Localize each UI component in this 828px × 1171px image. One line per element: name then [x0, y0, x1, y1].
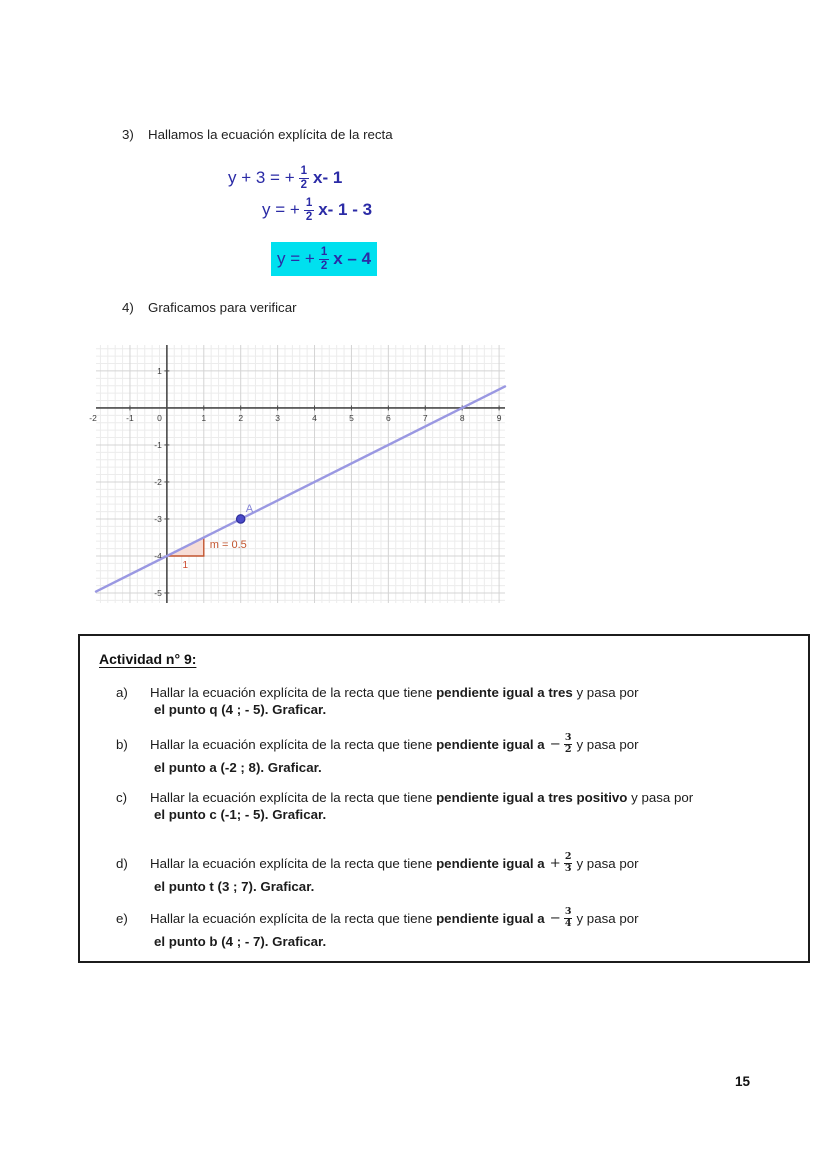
y-tick-label: -3	[154, 513, 162, 524]
item-d-pre: Hallar la ecuación explícita de la recta que tiene	[150, 855, 437, 871]
activity-item-b	[116, 729, 639, 775]
item-b-line2: el punto a (-2 ; 8). Graficar.	[154, 760, 322, 775]
run-length-label: 1	[182, 559, 189, 571]
y-tick-label: -2	[154, 476, 162, 487]
item-e-slope-fraction: $\frac{3}{4}$	[564, 906, 572, 929]
activity-item-e-line1	[116, 903, 639, 933]
x-tick-label: 8	[459, 412, 465, 423]
item-a-pre: Hallar la ecuación explícita de la recta que tiene	[150, 685, 437, 700]
equation-1-lhs: y + 3 = +	[228, 168, 295, 187]
step-4-title: Graficamos para verificar	[148, 300, 297, 315]
activity-item-a	[116, 684, 639, 717]
step-3-title: Hallamos la ecuación explícita de la recta	[148, 127, 393, 142]
item-a-line2: el punto q (4 ; - 5). Graficar.	[154, 702, 327, 717]
item-b-bold: pendiente igual a	[436, 736, 545, 752]
x-tick-label: 3	[275, 412, 280, 423]
equation-3-lhs: y = +	[277, 249, 315, 268]
activity-item-c-line1	[116, 789, 693, 806]
page-number: 15	[735, 1074, 751, 1089]
item-b-letter: b)	[116, 736, 128, 752]
item-d-line2: el punto t (3 ; 7). Graficar.	[154, 879, 315, 894]
item-c-post: y pasa por	[627, 790, 694, 805]
activity-item-e	[116, 903, 639, 949]
activity-item-d	[116, 848, 639, 894]
item-d-slope-fraction: $\frac{2}{3}$	[564, 851, 572, 874]
item-c-letter: c)	[116, 790, 128, 805]
line-plot-svg	[89, 345, 505, 603]
x-tick-label: 9	[496, 412, 502, 423]
x-tick-label: 5	[349, 412, 354, 423]
y-tick-label: -5	[154, 588, 162, 599]
y-tick-label: -1	[154, 439, 162, 450]
item-d-bold: pendiente igual a	[436, 855, 545, 871]
item-e-pre: Hallar la ecuación explícita de la recta que tiene	[150, 910, 437, 926]
item-d-slope-sign: +	[549, 855, 561, 871]
y-tick-label: -4	[154, 550, 162, 561]
x-tick-label: 2	[238, 412, 244, 423]
item-a-bold: pendiente igual a tres	[436, 685, 573, 700]
item-c-line2: el punto c (-1; - 5). Graficar.	[154, 807, 327, 822]
equation-result-highlighted	[271, 242, 377, 276]
step-3-heading	[122, 127, 393, 142]
x-tick-label: 4	[312, 412, 317, 423]
equation-3-rhs: x – 4	[333, 249, 372, 268]
equation-line-2	[262, 192, 372, 228]
point-A	[237, 515, 245, 523]
point-A-label: A	[245, 502, 254, 515]
equation-2-lhs: y = +	[262, 200, 300, 219]
activity-item-b-line1	[116, 729, 639, 759]
item-e-line2: el punto b (4 ; - 7). Graficar.	[154, 934, 327, 949]
equation-1-rhs: x- 1	[313, 168, 343, 187]
x-tick-label: 0	[157, 412, 162, 423]
item-b-slope-fraction: $\frac{3}{2}$	[564, 732, 572, 755]
item-e-letter: e)	[116, 910, 128, 926]
item-c-pre: Hallar la ecuación explícita de la recta que tiene	[150, 790, 437, 805]
equation-3-fraction: $\frac{1}{2}$	[320, 245, 328, 272]
item-b-pre: Hallar la ecuación explícita de la recta que tiene	[150, 736, 437, 752]
item-d-post: y pasa por	[576, 855, 639, 871]
equation-1-fraction: $\frac{1}{2}$	[300, 164, 308, 191]
activity-item-d-line1	[116, 848, 639, 878]
equation-2-rhs: x- 1 - 3	[318, 200, 373, 219]
item-a-letter: a)	[116, 685, 128, 700]
verification-graph	[89, 345, 505, 603]
y-tick-label: 1	[157, 365, 162, 376]
equation-line-1	[228, 160, 342, 196]
item-c-bold: pendiente igual a tres positivo	[436, 790, 628, 805]
equation-2-fraction: $\frac{1}{2}$	[305, 196, 313, 223]
x-tick-label: -1	[126, 412, 134, 423]
step-3-number: 3)	[122, 127, 134, 142]
item-b-post: y pasa por	[576, 736, 639, 752]
x-tick-label: 6	[385, 412, 391, 423]
activity-item-a-line1	[116, 684, 639, 701]
activity-box	[78, 634, 810, 963]
x-tick-label: 1	[201, 412, 207, 423]
item-a-post: y pasa por	[572, 685, 639, 700]
item-b-slope-sign: −	[549, 736, 561, 752]
step-4-heading	[122, 300, 297, 315]
activity-title: Actividad n° 9:	[99, 651, 197, 667]
item-e-slope-sign: −	[549, 910, 561, 926]
x-tick-label: 7	[422, 412, 428, 423]
item-d-letter: d)	[116, 855, 128, 871]
step-4-number: 4)	[122, 300, 134, 315]
x-tick-label: -2	[89, 412, 97, 423]
item-e-post: y pasa por	[576, 910, 639, 926]
slope-value-label: m = 0.5	[209, 538, 247, 551]
item-e-bold: pendiente igual a	[436, 910, 545, 926]
activity-item-c	[116, 789, 693, 822]
